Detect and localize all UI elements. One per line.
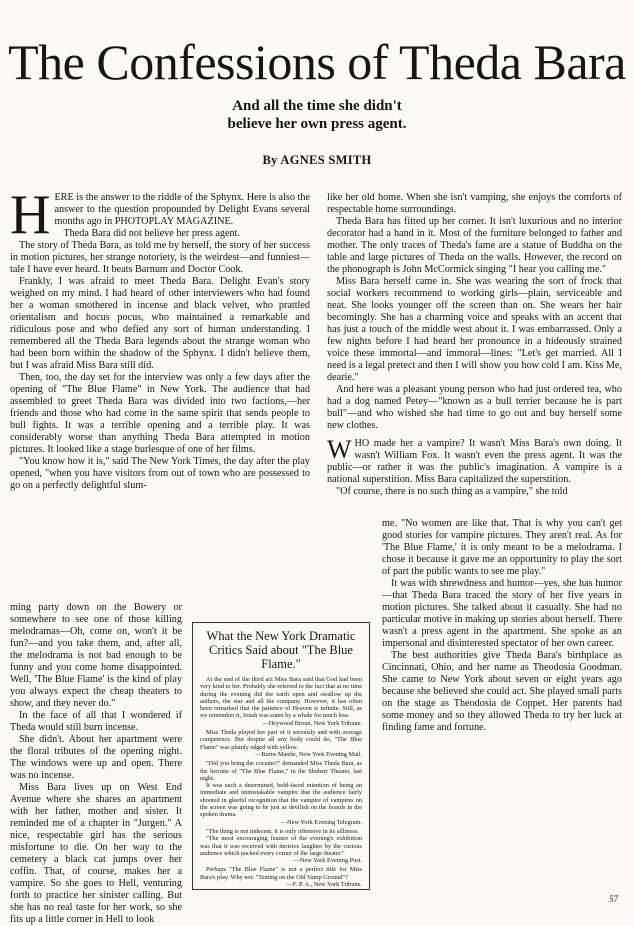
paragraph: It was with shrewdness and humor—yes, she has humor—that Theda Bara traced the story of her five years in motion pictures. She talked about it casually. She had no particular motive in making up stories about herself. There wasn't a press agent in the apartment. She spoke as an impersonal and disinterested spectator of her own career. [382,578,622,649]
right-column [327,192,622,498]
subtitle-line-1: And all the time she didn't [232,98,402,114]
drop-cap: W [327,435,352,464]
inset-quote: "Did you bring the cocaine?" demanded Miss Theda Bara, as the heroine of "The Blue Flame," in the Shubert Theater, last night. [200,760,362,782]
left-column [10,184,310,492]
paragraph-text: HO made her a vampire? It wasn't Miss Bara's own doing. It wasn't William Fox. It wasn't even the press agent. It was the public—or rather it was the public's imagination. A vampire is a national superstition. Miss Bara capitalized the superstition. [327,438,622,485]
inset-attribution: —New York Evening Post. [293,857,362,865]
article-subtitle [0,97,634,133]
paragraph: Theda Bara has fitted up her corner. It isn't luxurious and no interior decorator had a hand in it. Most of the furniture belonged to father and mother. The only traces of Theda's fame are a statue of Buddha on the table and large pictures of Theda on the walls. However, the record on the phonograph is John McCormick singing "I hear you calling me." [327,216,622,275]
inset-attribution: —Burns Mantle, New York Evening Mail. [254,750,362,758]
right-narrow-column [382,518,622,734]
inset-quote: Miss Theda played her part of it seriously and with average competence. But despite all any body could do, "The Blue Flame" was plainly edged with yellow. [200,729,362,751]
paragraph: And here was a pleasant young person who had just ordered tea, who had a dog named Petey—"known as a bull terrier because he is part bull"—and who wished she had time to go out and buy herself some new clothes. [327,384,622,431]
paragraph: Then, too, the day set for the interview was only a few days after the opening of "The Blue Flame" in New York. The audience that had assembled to greet Theda Bara was divided into two factions,—her friends and those who had come in the same spirit that sends people to bull fights. It was a terrible opening and a terrible play. It was considerably worse than anything Theda Bara attempted in motion pictures. It looked like a stage burlesque of one of her films. [10,372,310,455]
drop-cap: H [10,184,51,246]
inset-quote: "The most encouraging feature of the evening's exhibition was that it was received with derisive laughter by the curious audience which packed every corner of the large theater." [200,835,362,857]
inset-quote: It was such a determined, bold-faced intention of being an immediate and unmistakable vampire that the audience fairly shouted in gleeful recognition that the vampire of vampires on the screen was going to be just as devilish on the boards in the spoken drama. [200,782,362,819]
paragraph: She didn't. About her apartment were the floral tributes of the opening night. The windows were up and open. There was no incense. [10,734,182,781]
paragraph: ming party down on the Bowery or somewhere to see one of those killing melodramas—Oh, come on, won't it be fun?—and you take them, and, after all, the melodrama is not bad enough to be funny and you come home disappointed. Well, 'The Blue Flame' is the kind of play you always expect the cheap theaters to show, and they never do." [10,602,182,709]
paragraph: Theda Bara did not believe her press agent. [63,228,240,239]
paragraph: The story of Theda Bara, as told me by herself, the story of her success in motion pictures, her strange notoriety, is the weirdest—and funniest—tale I have ever heard. It beats Barnum and Doctor Cook. [10,240,310,275]
paragraph: The best authorities give Theda Bara's birthplace as Cincinnati, Ohio, and her name as Theodosia Goodman. She came to New York about seven or eight years ago because she believed she could act. She played small parts on the stage as Theodosia de Coppet. Her parents had some money and so they allowed Theda to try her luck at finding fame and fortune. [382,650,622,733]
inset-quote: At the end of the third act Miss Bara said that God had been very kind to her. Probably she referred to the fact that at no time during the evening did the earth open and swallow up the authors, the star and all the company. However, it has often been remarked that the patience of Heaven is infinite. Still, as we remember it, Jonah was eaten by a whale for much less. [200,676,362,720]
page-number: 57 [609,894,618,904]
subtitle-line-2: believe her own press agent. [227,116,407,132]
paragraph: "Of course, there is no such thing as a vampire," she told [336,486,568,497]
inset-text [200,676,362,888]
paragraph: In the face of all that I wondered if Theda would still burn incense. [10,710,182,733]
paragraph: Miss Bara lives up on West End Avenue where she shares an apartment with her father, mother and sister. It reminded me of a chapter in "Jurgen." A nice, respectable girl has the serious misfortune to die. On her way to the cemetery a black cat jumps over her coffin. That, of course, makes her a vampire. So she goes to Hell, venturing forth to practice her sinister calling. But she has no real taste for her work, so she fits up a little corner in Hell to look [10,782,182,925]
article-title: The Confessions of Theda Bara [8,34,626,90]
inset-quote: "The thing is not indecent, it is only offensive in its silliness. [206,827,359,835]
left-narrow-column [10,602,182,926]
paragraph: me. "No women are like that. That is why you can't get good stories for vampire pictures. They aren't real. As for 'The Blue Flame,' it is only meant to be a melodrama. I chose it because it gave me an opportunity to play the sort of part the public wants to see me play." [382,518,622,577]
byline: By AGNES SMITH [262,153,372,167]
paragraph-text: ERE is the answer to the riddle of the Sphynx. Here is also the answer to the question propounded by Delight Evans several months ago in PHOTOPLAY MAGAZINE. [54,192,310,227]
inset-title: What the New York Dramatic Critics Said about "The Blue Flame." [206,629,356,671]
critics-inset-box [192,622,370,890]
inset-attribution: —Heywood Broun, New York Tribune. [262,719,362,727]
inset-attribution: —F. P. A., New York Tribune. [286,881,362,889]
paragraph [327,435,622,486]
inset-attribution: —New York Evening Telegram. [280,818,362,826]
paragraph: Miss Bara herself came in. She was wearing the sort of frock that social workers recommend to working girls—plain, serviceable and neat. She looks younger off the screen than on. She wears her hair becomingly. She has a charming voice and speaks with an accent that has just a touch of the middle west about it. I was embarrassed. Only a few nights before I had heard her pronounce in a hideously strained voice these immortal—and immoral—lines: "Let's get married. All I need is a legal pretect and then I will show you how cold I am. Kiss Me, dearie." [327,276,622,383]
paragraph: Frankly, I was afraid to meet Theda Bara. Delight Evan's story weighed on my mind. I had heard of other interviewers who had found her a woman smothered in incense and black velvet, who prattled orientalism and hocus pocus, who maintained a remarkable and ridiculous pose and who defied any sort of human understanding. I remembered all the Theda Bara legends about the strange woman who had been born within the shadow of the Sphynx. I didn't believe them, but I was afraid Miss Bara still did. [10,276,310,371]
inset-quote: Perhaps "The Blue Flame" is not a perfect title for Miss Bara's play. Why not: "Tenting on the Old Vamp Ground"? [200,866,362,881]
paragraph: like her old home. When she isn't vamping, she enjoys the comforts of respectable home surroundings. [327,192,622,215]
paragraph: "You know how it is," said The New York Times, the day after the play opened, "when you have visitors from out of town who are possessed to go on a perfectly delightful slum- [10,456,310,491]
